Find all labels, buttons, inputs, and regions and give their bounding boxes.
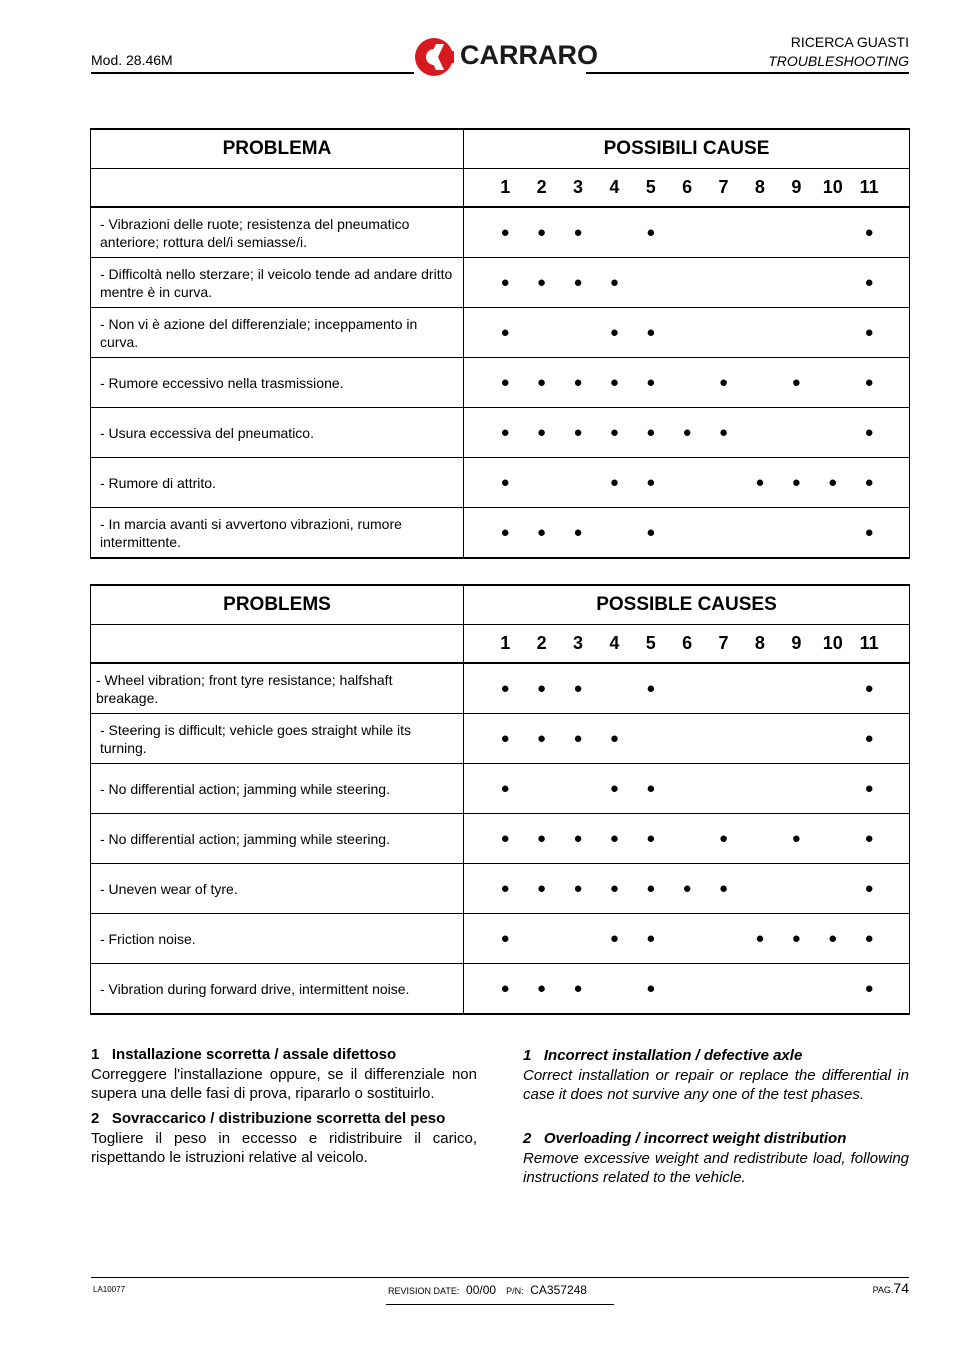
cause-number: 1	[500, 633, 511, 653]
cause-dot-icon: ●	[609, 880, 619, 897]
cause-dot-icon: ●	[864, 374, 874, 391]
cause-dot-icon: ●	[609, 474, 619, 491]
cause-number: 4	[609, 633, 620, 653]
cause-dot-icon: ●	[500, 474, 510, 491]
cause-dot-icon: ●	[646, 680, 656, 697]
cause-dot-icon: ●	[500, 780, 510, 797]
cause-markers	[464, 864, 910, 914]
cause-dot-icon: ●	[646, 980, 656, 997]
problem-description: - No differential action; jamming while steering.	[91, 814, 464, 864]
cause-dot-icon: ●	[864, 524, 874, 541]
cause-dot-icon: ●	[864, 830, 874, 847]
cause-dot-icon: ●	[573, 830, 583, 847]
cause-dot-icon: ●	[646, 374, 656, 391]
cause-dot-icon: ●	[500, 830, 510, 847]
header-rule-left	[91, 72, 414, 74]
cause-number: 5	[645, 177, 656, 197]
cause-dot-icon: ●	[646, 780, 656, 797]
note-body: Correggere l'installazione oppure, se il differenziale non supera una delle fasi di prova, ripararlo o sostituirlo.	[91, 1066, 477, 1102]
cause-dot-icon: ●	[609, 930, 619, 947]
cause-dot-icon: ●	[755, 474, 765, 491]
cause-markers	[464, 663, 910, 714]
problem-header: PROBLEMS	[91, 585, 464, 625]
page-number	[873, 1280, 909, 1296]
cause-number: 9	[791, 177, 802, 197]
cause-numbers	[464, 169, 910, 208]
cause-dot-icon: ●	[573, 374, 583, 391]
problem-description: - Non vi è azione del differenziale; inceppamento in curva.	[91, 308, 464, 358]
cause-dot-icon: ●	[719, 374, 729, 391]
model-label: Mod. 28.46M	[91, 52, 173, 68]
footer-rule	[91, 1277, 909, 1278]
cause-dot-icon: ●	[828, 474, 838, 491]
cause-number: 4	[609, 177, 620, 197]
cause-number: 6	[682, 177, 693, 197]
causes-header: POSSIBILI CAUSE	[464, 129, 910, 169]
cause-numbers	[464, 625, 910, 664]
cause-number: 8	[754, 177, 765, 197]
problem-description: - Uneven wear of tyre.	[91, 864, 464, 914]
troubleshooting-table-it	[90, 128, 910, 559]
table-row	[91, 663, 910, 714]
cause-number: 10	[822, 177, 843, 197]
cause-dot-icon: ●	[537, 680, 547, 697]
table-row	[91, 714, 910, 764]
cause-number: 11	[859, 633, 879, 653]
cause-dot-icon: ●	[573, 730, 583, 747]
cause-dot-icon: ●	[537, 524, 547, 541]
cause-markers	[464, 964, 910, 1015]
table-row	[91, 814, 910, 864]
problem-description: - No differential action; jamming while steering.	[91, 764, 464, 814]
header-rule-right	[586, 72, 909, 74]
table-row	[91, 207, 910, 258]
cause-dot-icon: ●	[646, 880, 656, 897]
cause-dot-icon: ●	[646, 830, 656, 847]
cause-dot-icon: ●	[791, 374, 801, 391]
cause-dot-icon: ●	[609, 274, 619, 291]
cause-dot-icon: ●	[609, 374, 619, 391]
note-body: Correct installation or repair or replace the differential in case it does not survive any one of the test phases.	[523, 1067, 909, 1103]
cause-number: 1	[500, 177, 511, 197]
cause-dot-icon: ●	[646, 224, 656, 241]
cause-markers	[464, 408, 910, 458]
cause-dot-icon: ●	[682, 424, 692, 441]
cause-dot-icon: ●	[864, 730, 874, 747]
cause-dot-icon: ●	[646, 474, 656, 491]
cause-number: 7	[718, 633, 729, 653]
table-row	[91, 258, 910, 308]
cause-dot-icon: ●	[791, 474, 801, 491]
cause-dot-icon: ●	[500, 324, 510, 341]
problem-description: - Rumore eccessivo nella trasmissione.	[91, 358, 464, 408]
cause-dot-icon: ●	[537, 274, 547, 291]
section-title-it: RICERCA GUASTI	[790, 34, 909, 50]
cause-dot-icon: ●	[828, 930, 838, 947]
table-row	[91, 914, 910, 964]
cause-dot-icon: ●	[537, 224, 547, 241]
cause-dot-icon: ●	[573, 424, 583, 441]
cause-markers	[464, 308, 910, 358]
cause-dot-icon: ●	[864, 274, 874, 291]
carraro-logo-text: CARRARO	[460, 40, 598, 70]
page-value: 74	[893, 1280, 909, 1296]
cause-dot-icon: ●	[573, 274, 583, 291]
cause-dot-icon: ●	[646, 424, 656, 441]
table-row	[91, 358, 910, 408]
cause-dot-icon: ●	[682, 880, 692, 897]
cause-number: 3	[572, 177, 583, 197]
cause-number: 9	[791, 633, 802, 653]
cause-markers	[464, 258, 910, 308]
cause-dot-icon: ●	[864, 880, 874, 897]
table-row	[91, 458, 910, 508]
table-row	[91, 508, 910, 559]
cause-number: 2	[536, 177, 547, 197]
cause-dot-icon: ●	[864, 324, 874, 341]
cause-dot-icon: ●	[755, 930, 765, 947]
cause-dot-icon: ●	[609, 730, 619, 747]
carraro-logo-icon	[414, 37, 454, 77]
cause-dot-icon: ●	[537, 980, 547, 997]
cause-markers	[464, 914, 910, 964]
cause-dot-icon: ●	[500, 274, 510, 291]
cause-dot-icon: ●	[719, 880, 729, 897]
section-title-en: TROUBLESHOOTING	[768, 53, 909, 69]
cause-dot-icon: ●	[646, 524, 656, 541]
cause-dot-icon: ●	[609, 324, 619, 341]
cause-dot-icon: ●	[500, 880, 510, 897]
cause-dot-icon: ●	[864, 424, 874, 441]
cause-dot-icon: ●	[646, 324, 656, 341]
cause-dot-icon: ●	[537, 830, 547, 847]
table-row	[91, 964, 910, 1015]
page-label: PAG.	[872, 1285, 894, 1295]
causes-header: POSSIBLE CAUSES	[464, 585, 910, 625]
note-title: 1 Installazione scorretta / assale difettoso	[91, 1046, 397, 1063]
document-code: LA10077	[93, 1285, 126, 1294]
cause-dot-icon: ●	[791, 830, 801, 847]
cause-dot-icon: ●	[719, 830, 729, 847]
cause-dot-icon: ●	[500, 980, 510, 997]
cause-dot-icon: ●	[864, 680, 874, 697]
problem-description: - Wheel vibration; front tyre resistance; halfshaft breakage.	[91, 663, 464, 714]
blank-cell	[91, 169, 464, 208]
revision-label: REVISION DATE:	[388, 1286, 460, 1296]
cause-dot-icon: ●	[791, 930, 801, 947]
cause-dot-icon: ●	[573, 680, 583, 697]
cause-number: 6	[682, 633, 693, 653]
cause-dot-icon: ●	[864, 980, 874, 997]
problem-header: PROBLEMA	[91, 129, 464, 169]
troubleshooting-table-en	[90, 584, 910, 1015]
note-title: 2 Sovraccarico / distribuzione scorretta del peso	[91, 1110, 446, 1127]
cause-dot-icon: ●	[864, 474, 874, 491]
cause-number: 7	[718, 177, 729, 197]
cause-dot-icon: ●	[573, 524, 583, 541]
problem-description: - Difficoltà nello sterzare; il veicolo tende ad andare dritto mentre è in curva.	[91, 258, 464, 308]
cause-markers	[464, 358, 910, 408]
cause-dot-icon: ●	[537, 424, 547, 441]
problem-description: - Vibrazioni delle ruote; resistenza del pneumatico anteriore; rottura del/i semiasse/i.	[91, 207, 464, 258]
cause-dot-icon: ●	[500, 930, 510, 947]
table-row	[91, 764, 910, 814]
section-title	[768, 33, 909, 71]
cause-number: 10	[822, 633, 843, 653]
cause-number: 3	[572, 633, 583, 653]
note-body: Togliere il peso in eccesso e ridistribuire il carico, rispettando le istruzioni relative al veicolo.	[91, 1130, 477, 1166]
note-title: 2 Overloading / incorrect weight distribution	[523, 1130, 847, 1147]
pn-value: CA357248	[530, 1283, 587, 1297]
table-row	[91, 308, 910, 358]
problem-description: - Friction noise.	[91, 914, 464, 964]
cause-dot-icon: ●	[573, 224, 583, 241]
pn-label: P/N:	[506, 1286, 524, 1296]
cause-dot-icon: ●	[864, 930, 874, 947]
cause-dot-icon: ●	[573, 980, 583, 997]
problem-description: - Steering is difficult; vehicle goes straight while its turning.	[91, 714, 464, 764]
cause-dot-icon: ●	[537, 880, 547, 897]
cause-dot-icon: ●	[500, 524, 510, 541]
cause-dot-icon: ●	[500, 424, 510, 441]
revision-value: 00/00	[466, 1283, 497, 1297]
table-row	[91, 864, 910, 914]
cause-dot-icon: ●	[864, 780, 874, 797]
cause-dot-icon: ●	[537, 374, 547, 391]
problem-description: - Vibration during forward drive, intermittent noise.	[91, 964, 464, 1015]
cause-dot-icon: ●	[609, 830, 619, 847]
cause-markers	[464, 508, 910, 559]
cause-dot-icon: ●	[719, 424, 729, 441]
cause-dot-icon: ●	[864, 224, 874, 241]
cause-markers	[464, 714, 910, 764]
cause-dot-icon: ●	[609, 780, 619, 797]
cause-dot-icon: ●	[573, 880, 583, 897]
cause-number: 2	[536, 633, 547, 653]
cause-markers	[464, 764, 910, 814]
cause-number: 8	[754, 633, 765, 653]
revision-underline	[386, 1304, 614, 1305]
cause-dot-icon: ●	[500, 680, 510, 697]
blank-cell	[91, 625, 464, 664]
cause-dot-icon: ●	[646, 930, 656, 947]
note-title: 1 Incorrect installation / defective axle	[523, 1047, 803, 1064]
cause-dot-icon: ●	[537, 730, 547, 747]
notes-en	[523, 1047, 909, 1187]
cause-dot-icon: ●	[500, 224, 510, 241]
problem-description: - In marcia avanti si avvertono vibrazioni, rumore intermittente.	[91, 508, 464, 559]
cause-markers	[464, 458, 910, 508]
cause-dot-icon: ●	[609, 424, 619, 441]
table-row	[91, 408, 910, 458]
problem-description: - Rumore di attrito.	[91, 458, 464, 508]
cause-markers	[464, 814, 910, 864]
notes-it	[91, 1046, 477, 1167]
cause-number: 11	[859, 177, 879, 197]
cause-number: 5	[645, 633, 656, 653]
cause-dot-icon: ●	[500, 374, 510, 391]
note-body: Remove excessive weight and redistribute load, following instructions related to the vehicle.	[523, 1150, 909, 1186]
revision-info	[388, 1283, 587, 1297]
cause-markers	[464, 207, 910, 258]
problem-description: - Usura eccessiva del pneumatico.	[91, 408, 464, 458]
cause-dot-icon: ●	[500, 730, 510, 747]
